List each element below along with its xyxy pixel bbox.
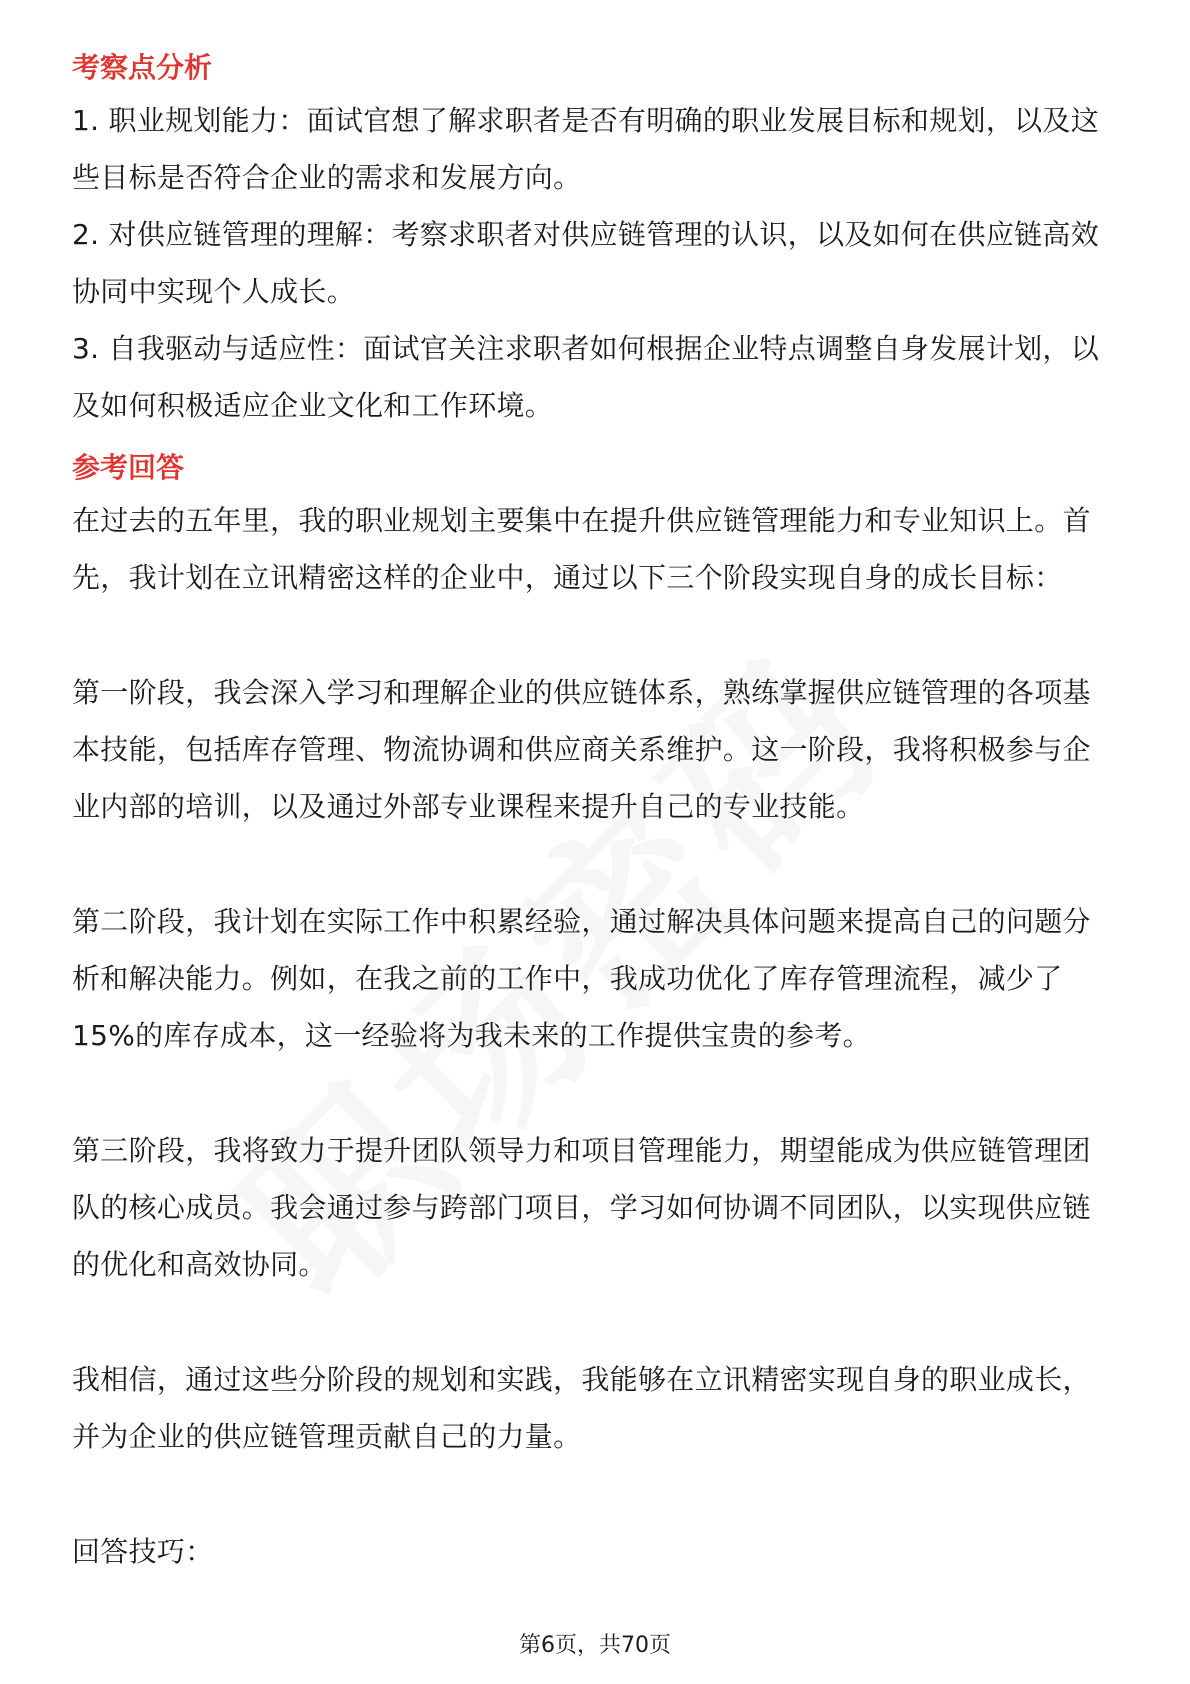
tips-label: 回答技巧： bbox=[72, 1535, 214, 1568]
document-page bbox=[72, 48, 1118, 1580]
answer-paragraph: 在过去的五年里，我的职业规划主要集中在提升供应链管理能力和专业知识上。首先，我计划在立讯精密这样的企业中，通过以下三个阶段实现自身的成长目标： bbox=[72, 504, 1091, 594]
page-number: 第6页，共70页 bbox=[519, 1633, 671, 1658]
answer-paragraph: 第三阶段，我将致力于提升团队领导力和项目管理能力，期望能成为供应链管理团队的核心成员。我会通过参与跨部门项目，学习如何协调不同团队，以实现供应链的优化和高效协同。 bbox=[72, 1134, 1091, 1281]
section-heading-analysis: 考察点分析 bbox=[72, 51, 213, 84]
analysis-item: 2. 对供应链管理的理解：考察求职者对供应链管理的认识，以及如何在供应链高效协同中实现个人成长。 bbox=[72, 218, 1100, 308]
answer-paragraph: 第二阶段，我计划在实际工作中积累经验，通过解决具体问题来提高自己的问题分析和解决能力。例如，在我之前的工作中，我成功优化了库存管理流程，减少了15%的库存成本，这一经验将为我未来的工作提供宝贵的参考。 bbox=[72, 905, 1091, 1052]
answer-paragraph: 第一阶段，我会深入学习和理解企业的供应链体系，熟练掌握供应链管理的各项基本技能，包括库存管理、物流协调和供应商关系维护。这一阶段，我将积极参与企业内部的培训，以及通过外部专业课程来提升自己的专业技能。 bbox=[72, 676, 1091, 823]
section-heading-answer: 参考回答 bbox=[72, 451, 185, 484]
analysis-item: 3. 自我驱动与适应性：面试官关注求职者如何根据企业特点调整自身发展计划，以及如何积极适应企业文化和工作环境。 bbox=[72, 332, 1100, 422]
analysis-item: 1. 职业规划能力：面试官想了解求职者是否有明确的职业发展目标和规划，以及这些目标是否符合企业的需求和发展方向。 bbox=[72, 104, 1100, 194]
answer-paragraph: 我相信，通过这些分阶段的规划和实践，我能够在立讯精密实现自身的职业成长，并为企业的供应链管理贡献自己的力量。 bbox=[72, 1363, 1091, 1453]
